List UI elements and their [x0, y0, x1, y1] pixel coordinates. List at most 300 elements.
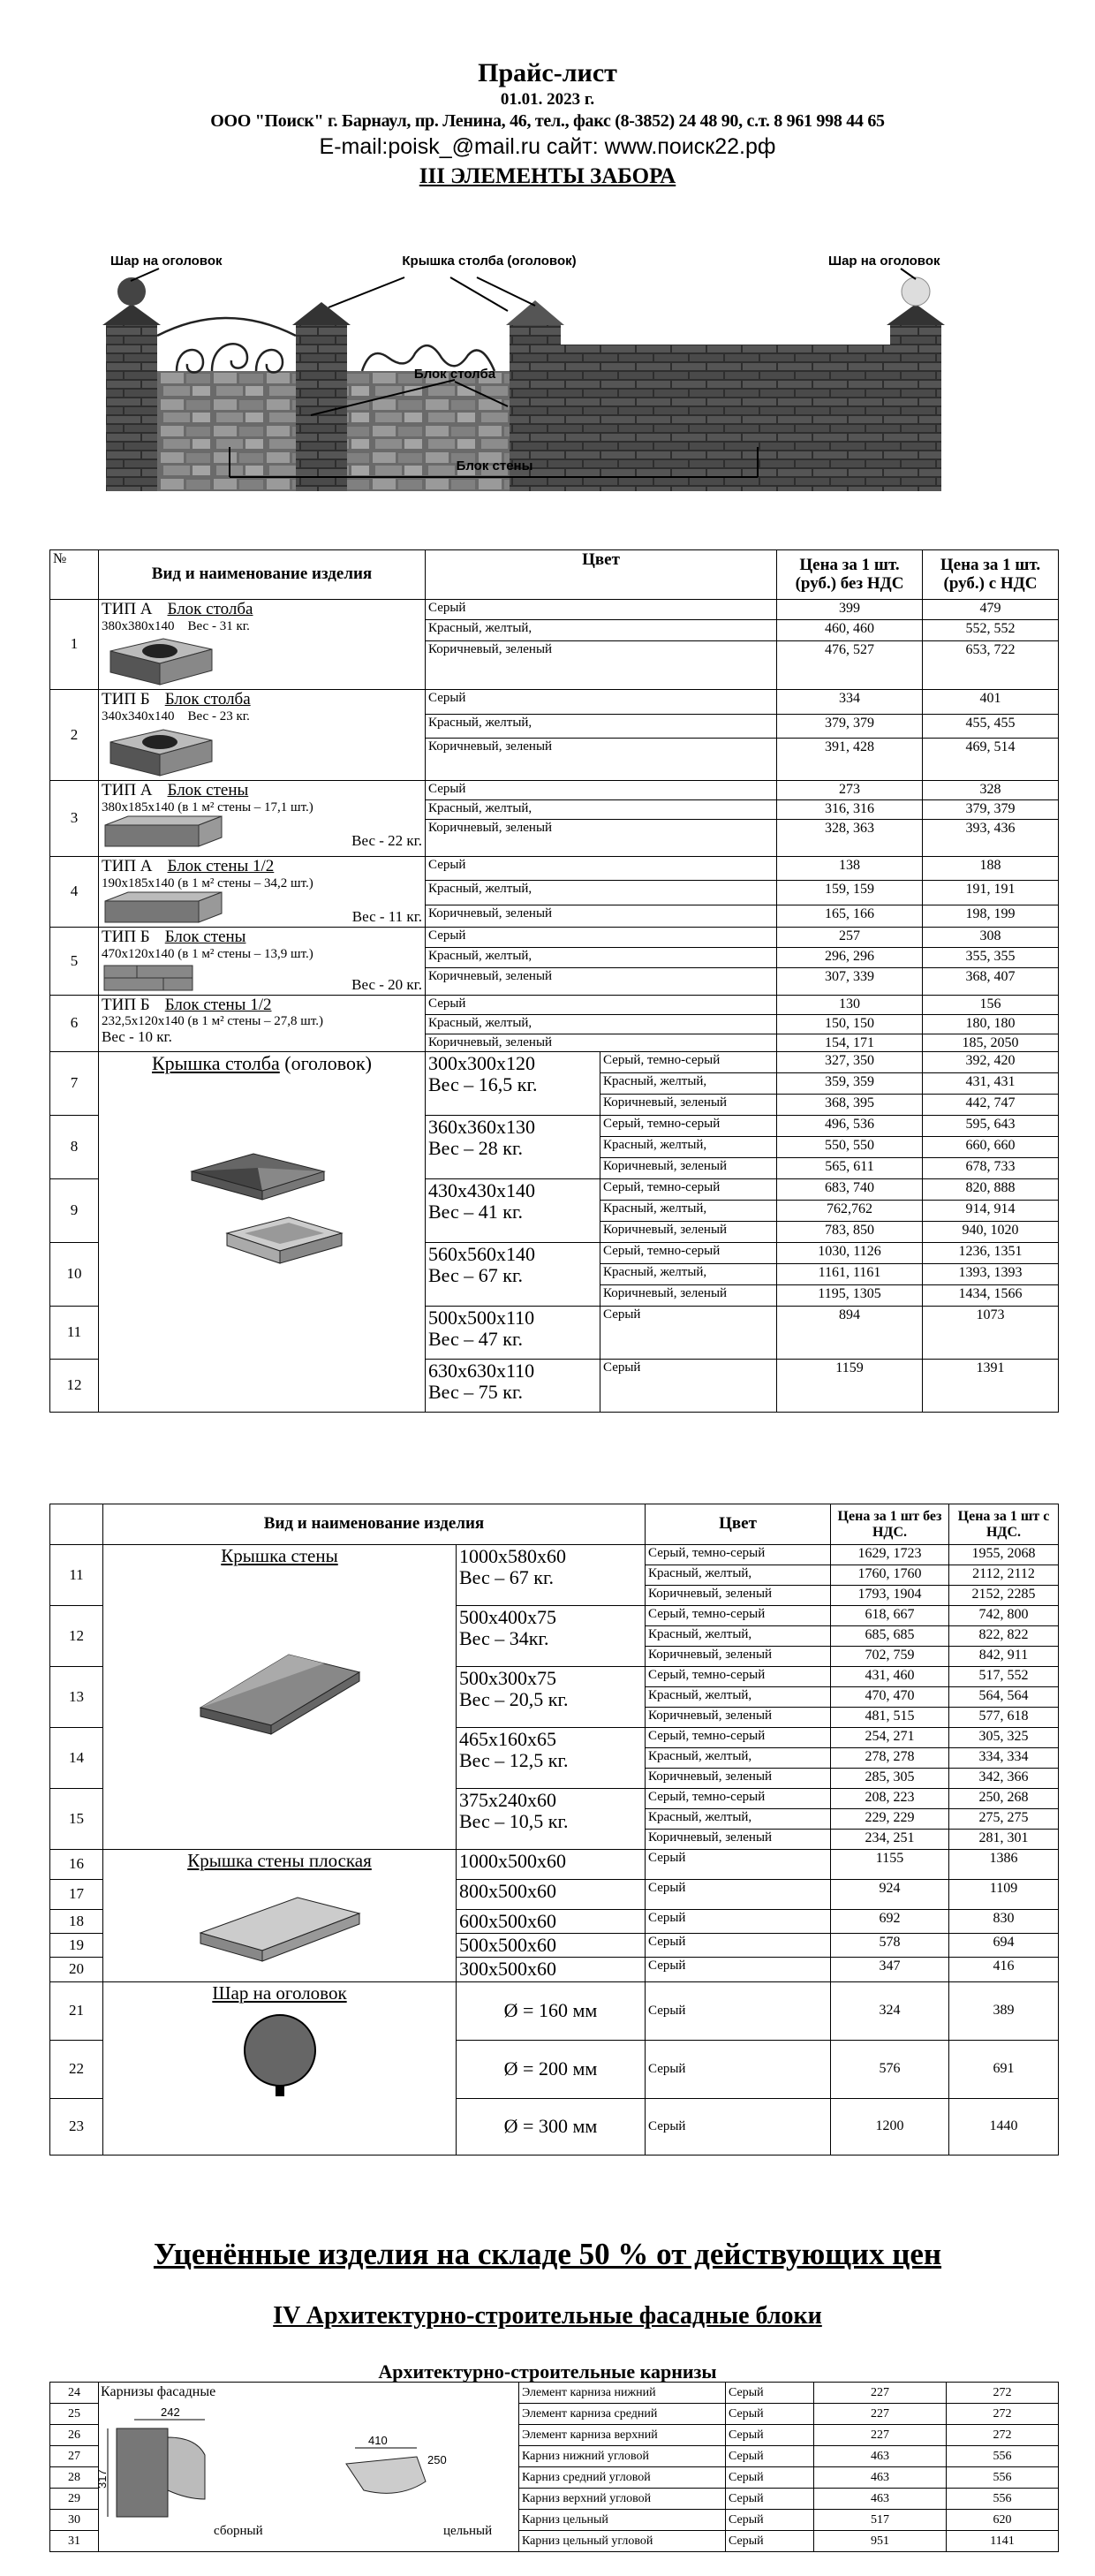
color-cell [646, 1687, 831, 1708]
cornice-name [519, 2404, 726, 2425]
price-vat [949, 1545, 1059, 1565]
price-no-vat-value: 550, 550 [825, 1138, 874, 1154]
product-weight: Вес - 23 кг. [187, 709, 250, 724]
price-no-vat [777, 1222, 923, 1243]
price-no-vat [777, 1179, 923, 1201]
price-no-vat-value: 783, 850 [825, 1223, 874, 1239]
cornice-name-text: Карниз нижний угловой [522, 2449, 650, 2463]
price-no-vat [814, 2531, 947, 2552]
price-no-vat-value: 165, 166 [825, 905, 874, 921]
price-vat [947, 2489, 1059, 2510]
price-no-vat [831, 1934, 949, 1958]
dim-242: 242 [161, 2405, 180, 2419]
price-no-vat [831, 1981, 949, 2040]
price-vat-value: 272 [993, 2428, 1012, 2442]
price-no-vat-value: 460, 460 [825, 621, 874, 637]
product-cell [99, 928, 426, 995]
row-number [50, 1116, 99, 1179]
color-cell [426, 856, 777, 880]
size-cell [457, 1789, 646, 1850]
dim-317: 317 [95, 2468, 109, 2489]
price-vat [923, 640, 1059, 689]
product-name: Карнизы фасадные [101, 2384, 216, 2399]
color-cell [426, 640, 777, 689]
price-vat [949, 1565, 1059, 1586]
price-no-vat-value: 130 [839, 996, 860, 1011]
row-number-text: 11 [69, 1565, 84, 1583]
price-vat [949, 1880, 1059, 1910]
price-no-vat-value: 159, 159 [825, 882, 874, 898]
color-name: Серый [648, 1851, 686, 1865]
price-vat-value: 2152, 2285 [971, 1587, 1036, 1602]
color-name: Красный, желтый, [603, 1201, 707, 1216]
post-block-image [102, 633, 216, 688]
cap-size: 560х560х140 [428, 1243, 535, 1266]
row-number-text: 16 [69, 1855, 84, 1873]
price-no-vat-value: 1793, 1904 [857, 1587, 922, 1602]
price-vat-value: 401 [979, 691, 1001, 707]
size-cell [426, 1052, 600, 1116]
row-number [50, 2425, 99, 2446]
cap-size: 600х500х60 [459, 1910, 556, 1932]
row-number-text: 28 [68, 2470, 80, 2484]
color-name: Коричневый, зеленый [428, 905, 553, 921]
row-number [50, 1179, 99, 1243]
color-cell [426, 799, 777, 819]
price-no-vat [831, 1708, 949, 1728]
price-vat [949, 1958, 1059, 1981]
col-price-no-vat: Цена за 1 шт без НДС. [831, 1504, 949, 1545]
row-number-text: 3 [70, 808, 79, 826]
price-no-vat-value: 229, 229 [865, 1810, 915, 1825]
cornice-name-text: Карниз цельный [522, 2512, 608, 2527]
color-cell [646, 1708, 831, 1728]
price-vat-value: 185, 2050 [962, 1034, 1019, 1050]
price-vat-value: 653, 722 [965, 641, 1016, 657]
price-no-vat-value: 463 [871, 2470, 889, 2484]
size-cell [426, 1307, 600, 1360]
price-vat-value: 822, 822 [978, 1627, 1029, 1642]
row-number [50, 995, 99, 1052]
price-vat [949, 1667, 1059, 1687]
price-no-vat-value: 307, 339 [825, 968, 874, 984]
price-vat-value: 308 [979, 928, 1001, 944]
price-no-vat [814, 2383, 947, 2404]
product-cell [103, 1545, 457, 1850]
size-cell [457, 1545, 646, 1606]
row-number [50, 1850, 103, 1880]
price-no-vat [777, 1285, 923, 1307]
price-vat-value: 156 [979, 996, 1001, 1011]
color-cell [600, 1360, 777, 1413]
price-no-vat [777, 1073, 923, 1095]
price-no-vat-value: 692 [879, 1911, 901, 1926]
price-no-vat [777, 739, 923, 780]
price-vat-value: 1141 [990, 2534, 1015, 2548]
price-no-vat [831, 1748, 949, 1769]
price-no-vat-value: 1155 [875, 1851, 904, 1866]
color-cell [646, 1647, 831, 1667]
size-cell [426, 1179, 600, 1243]
price-table-blocks [49, 549, 1059, 1413]
wall-cap-image [192, 1646, 368, 1743]
table-row [50, 2383, 1059, 2404]
price-vat-value: 393, 436 [965, 820, 1016, 836]
price-vat-value: 191, 191 [965, 882, 1016, 898]
row-number-text: 9 [70, 1201, 79, 1219]
color-cell [600, 1095, 777, 1116]
price-vat-value: 272 [993, 2385, 1012, 2399]
color-name: Красный, желтый, [648, 1749, 752, 1763]
price-no-vat-value: 327, 350 [825, 1053, 874, 1069]
color-name: Серый [648, 1911, 686, 1925]
color-name: Серый [648, 2118, 686, 2133]
color-name: Серый [729, 2428, 764, 2442]
color-cell [600, 1137, 777, 1158]
price-vat [949, 1687, 1059, 1708]
cap-size: 500х400х75 [459, 1606, 556, 1628]
cornice-name [519, 2383, 726, 2404]
price-vat [923, 856, 1059, 880]
price-vat-value: 556 [993, 2449, 1012, 2463]
product-name: Крышка стены [221, 1545, 338, 1566]
row-number [50, 1789, 103, 1850]
color-name: Серый [428, 601, 466, 615]
price-no-vat [831, 1667, 949, 1687]
row-number [50, 1910, 103, 1934]
row-number-text: 14 [69, 1748, 84, 1766]
color-name: Серый [648, 1935, 686, 1950]
color-name: Серый, темно-серый [648, 1546, 766, 1560]
color-cell [726, 2383, 814, 2404]
wall-block-image [102, 890, 225, 926]
size-cell [457, 1667, 646, 1728]
color-cell [600, 1116, 777, 1137]
size-cell [457, 1880, 646, 1910]
price-vat-value: 1391 [976, 1360, 1005, 1376]
price-no-vat-value: 278, 278 [865, 1749, 915, 1764]
table-row [50, 780, 1059, 799]
row-number [50, 2531, 99, 2552]
color-name: Серый, темно-серый [603, 1117, 721, 1132]
row-number-text: 1 [70, 635, 79, 653]
price-no-vat-value: 227 [871, 2385, 889, 2399]
ball-image [236, 2011, 324, 2099]
price-vat-value: 1109 [989, 1881, 1018, 1896]
size-cell [457, 1958, 646, 1981]
price-vat-value: 379, 379 [965, 800, 1016, 816]
row-number-text: 22 [69, 2059, 84, 2077]
price-vat [949, 1647, 1059, 1667]
row-number [50, 1243, 99, 1307]
price-no-vat-value: 683, 740 [825, 1180, 874, 1196]
product-suffix: (оголовок) [284, 1052, 372, 1075]
color-name: Серый [729, 2470, 764, 2484]
cap-weight: Вес – 34кг. [459, 1627, 549, 1650]
price-no-vat [777, 620, 923, 640]
product-name: Блок столба [164, 690, 251, 709]
table-row [50, 1545, 1059, 1565]
label-cap: Крышка столба (оголовок) [402, 254, 577, 269]
row-number-text: 23 [69, 2117, 84, 2134]
product-type: ТИП Б [102, 995, 150, 1014]
color-name: Коричневый, зеленый [648, 1769, 773, 1784]
row-number-text: 25 [68, 2406, 80, 2421]
price-no-vat [777, 905, 923, 928]
price-vat [923, 739, 1059, 780]
price-no-vat-value: 234, 251 [865, 1830, 915, 1845]
color-name: Красный, желтый, [648, 1566, 752, 1580]
color-cell [426, 947, 777, 967]
product-dims: 232,5х120х140 (в 1 м² стены – 27,8 шт.) [102, 1014, 324, 1029]
price-vat [947, 2510, 1059, 2531]
color-cell [426, 967, 777, 995]
price-no-vat-value: 1159 [835, 1360, 864, 1376]
color-name: Серый, темно-серый [648, 1790, 766, 1804]
price-vat [949, 1981, 1059, 2040]
price-no-vat-value: 227 [871, 2428, 889, 2442]
table-row [50, 1052, 1059, 1073]
cap-middle [506, 300, 564, 325]
price-vat-value: 564, 564 [978, 1688, 1029, 1703]
product-cell [99, 780, 426, 856]
price-no-vat [814, 2425, 947, 2446]
price-date: 01.01. 2023 г. [500, 90, 595, 109]
color-cell [646, 1545, 831, 1565]
price-vat-value: 1434, 1566 [958, 1286, 1023, 1302]
row-number [50, 928, 99, 995]
color-name: Коричневый, зеленый [428, 641, 553, 656]
price-vat-value: 250, 268 [978, 1790, 1029, 1805]
price-no-vat-value: 951 [871, 2534, 889, 2548]
color-cell [646, 1830, 831, 1850]
price-vat [949, 1606, 1059, 1626]
price-no-vat-value: 257 [839, 928, 860, 944]
product-name: Крышка столба [151, 1052, 280, 1075]
row-number-text: 12 [66, 1376, 82, 1394]
price-vat-value: 694 [993, 1935, 1015, 1951]
row-number-text: 7 [70, 1074, 79, 1092]
size-cell [457, 1606, 646, 1667]
color-name: Красный, желтый, [648, 1627, 752, 1641]
color-cell [646, 1748, 831, 1769]
price-no-vat-value: 334 [839, 691, 860, 707]
row-number-text: 31 [68, 2534, 80, 2548]
price-vat-value: 442, 747 [965, 1095, 1016, 1111]
table-row [50, 928, 1059, 948]
color-name: Серый [428, 691, 466, 706]
price-vat-value: 1440 [989, 2118, 1018, 2134]
price-no-vat [814, 2467, 947, 2489]
price-no-vat [777, 640, 923, 689]
row-number-text: 8 [70, 1138, 79, 1155]
price-vat [923, 780, 1059, 799]
color-cell [426, 819, 777, 856]
product-name: Блок стены 1/2 [164, 995, 272, 1014]
row-number-text: 21 [69, 2001, 84, 2019]
price-vat [947, 2531, 1059, 2552]
cap-weight: Вес – 20,5 кг. [459, 1688, 569, 1711]
cap-weight: Вес – 41 кг. [428, 1201, 523, 1224]
color-name: Серый [603, 1307, 641, 1322]
price-no-vat [831, 1789, 949, 1809]
price-no-vat [831, 1958, 949, 1981]
price-no-vat-value: 576 [879, 2061, 901, 2077]
section4-title: IV Архитектурно-строительные фасадные блоки [273, 2302, 822, 2330]
price-vat [923, 1116, 1059, 1137]
company-info: ООО "Поиск" г. Барнаул, пр. Ленина, 46, тел., факс (8-3852) 24 48 90, с.т. 8 961 998 44 65 [210, 111, 885, 131]
color-cell [426, 780, 777, 799]
row-number-text: 26 [68, 2428, 80, 2442]
price-no-vat [777, 714, 923, 738]
price-vat [949, 1789, 1059, 1809]
row-number-text: 6 [70, 1014, 79, 1032]
color-name: Красный, желтый, [603, 1265, 707, 1280]
color-name: Коричневый, зеленый [428, 739, 553, 754]
price-vat [923, 1014, 1059, 1034]
ball-size: Ø = 200 мм [503, 2057, 598, 2080]
color-cell [646, 2098, 831, 2155]
color-name: Коричневый, зеленый [603, 1286, 728, 1301]
cap-size: 300х300х120 [428, 1052, 535, 1075]
product-name: Крышка стены плоская [187, 1850, 372, 1871]
color-name: Красный, желтый, [648, 1688, 752, 1702]
price-table-caps [49, 1504, 1059, 2156]
color-cell [726, 2531, 814, 2552]
price-vat-value: 431, 431 [965, 1074, 1016, 1090]
price-vat-value: 455, 455 [965, 715, 1016, 731]
price-no-vat-value: 285, 305 [865, 1769, 915, 1784]
price-vat-value: 577, 618 [978, 1708, 1029, 1724]
price-vat-value: 1236, 1351 [958, 1244, 1023, 1260]
color-name: Коричневый, зеленый [603, 1095, 728, 1110]
price-vat [949, 2040, 1059, 2098]
price-no-vat [777, 1095, 923, 1116]
product-type: ТИП А [102, 780, 153, 799]
row-number [50, 1958, 103, 1981]
color-cell [646, 1809, 831, 1830]
product-name: Блок стены [167, 780, 249, 799]
price-no-vat [831, 1850, 949, 1880]
ball-size: Ø = 300 мм [503, 2114, 598, 2137]
color-cell [600, 1201, 777, 1222]
price-vat-value: 275, 275 [978, 1810, 1029, 1825]
price-vat [923, 1179, 1059, 1201]
color-cell [600, 1264, 777, 1285]
color-name: Серый [648, 1881, 686, 1895]
price-vat [949, 1626, 1059, 1647]
price-no-vat-value: 328, 363 [825, 820, 874, 836]
price-no-vat-value: 565, 611 [825, 1159, 874, 1175]
color-name: Красный, желтый, [428, 1015, 532, 1030]
price-no-vat-value: 431, 460 [865, 1668, 915, 1683]
price-vat [923, 690, 1059, 714]
color-cell [426, 690, 777, 714]
contacts-line: E-mail:poisk_@mail.ru сайт: www.поиск22.рф [319, 134, 776, 159]
price-vat-value: 328 [979, 781, 1001, 797]
price-vat [923, 1095, 1059, 1116]
price-no-vat [777, 1307, 923, 1360]
color-cell [646, 1728, 831, 1748]
post-block-image [102, 724, 216, 779]
color-cell [426, 1014, 777, 1034]
row-number-text: 24 [68, 2385, 80, 2399]
row-number [50, 1307, 99, 1360]
product-dims: 380х380х140 [102, 618, 175, 633]
label-solid: цельный [443, 2523, 493, 2538]
color-name: Серый [729, 2512, 764, 2527]
price-vat-value: 691 [993, 2061, 1015, 2077]
product-cell [99, 856, 426, 927]
price-vat-value: 198, 199 [965, 905, 1016, 921]
label-post-block: Блок столба [413, 367, 496, 382]
price-no-vat [777, 1158, 923, 1179]
price-vat [923, 799, 1059, 819]
color-name: Коричневый, зеленый [603, 1159, 728, 1174]
price-vat-value: 678, 733 [965, 1159, 1016, 1175]
price-vat [949, 1934, 1059, 1958]
product-dims: 470х120х140 (в 1 м² стены – 13,9 шт.) [102, 947, 313, 962]
price-vat-value: 940, 1020 [962, 1223, 1019, 1239]
color-cell [426, 714, 777, 738]
color-cell [600, 1307, 777, 1360]
dim-250: 250 [427, 2452, 447, 2466]
product-name: Блок стены [164, 928, 246, 947]
color-cell [600, 1052, 777, 1073]
product-cell [99, 690, 426, 780]
cap-weight: Вес – 28 кг. [428, 1137, 523, 1160]
color-cell [600, 1222, 777, 1243]
price-no-vat [777, 819, 923, 856]
row-number [50, 780, 99, 856]
product-cell [99, 600, 426, 690]
color-name: Коричневый, зеленый [648, 1708, 773, 1723]
color-name: Серый [729, 2491, 764, 2505]
cornice-name-text: Элемент карниза нижний [522, 2385, 656, 2399]
size-cell [457, 1850, 646, 1880]
row-number-text: 29 [68, 2491, 80, 2505]
price-vat [949, 2098, 1059, 2155]
price-no-vat-value: 618, 667 [865, 1607, 915, 1622]
color-cell [426, 995, 777, 1014]
price-vat [947, 2383, 1059, 2404]
color-name: Серый [729, 2449, 764, 2463]
color-cell [646, 1880, 831, 1910]
price-no-vat [814, 2404, 947, 2425]
price-vat [923, 1137, 1059, 1158]
product-name: Блок столба [167, 600, 253, 618]
cap-size: 1000х580х60 [459, 1545, 566, 1567]
color-name: Красный, желтый, [428, 882, 532, 897]
price-vat-value: 1386 [989, 1851, 1018, 1866]
price-vat-value: 556 [993, 2470, 1012, 2484]
product-cell [99, 995, 426, 1052]
price-vat [923, 928, 1059, 948]
cornice-name [519, 2425, 726, 2446]
price-no-vat-value: 496, 536 [825, 1117, 874, 1133]
price-vat [923, 1222, 1059, 1243]
section-title: III ЭЛЕМЕНТЫ ЗАБОРА [419, 164, 676, 188]
price-vat [923, 1052, 1059, 1073]
price-no-vat [777, 690, 923, 714]
color-name: Коричневый, зеленый [648, 1587, 773, 1601]
price-vat [949, 1708, 1059, 1728]
color-cell [600, 1179, 777, 1201]
color-name: Серый, темно-серый [603, 1053, 721, 1068]
cap-size: 1000х500х60 [459, 1850, 566, 1872]
price-no-vat [777, 1264, 923, 1285]
price-no-vat [777, 995, 923, 1014]
